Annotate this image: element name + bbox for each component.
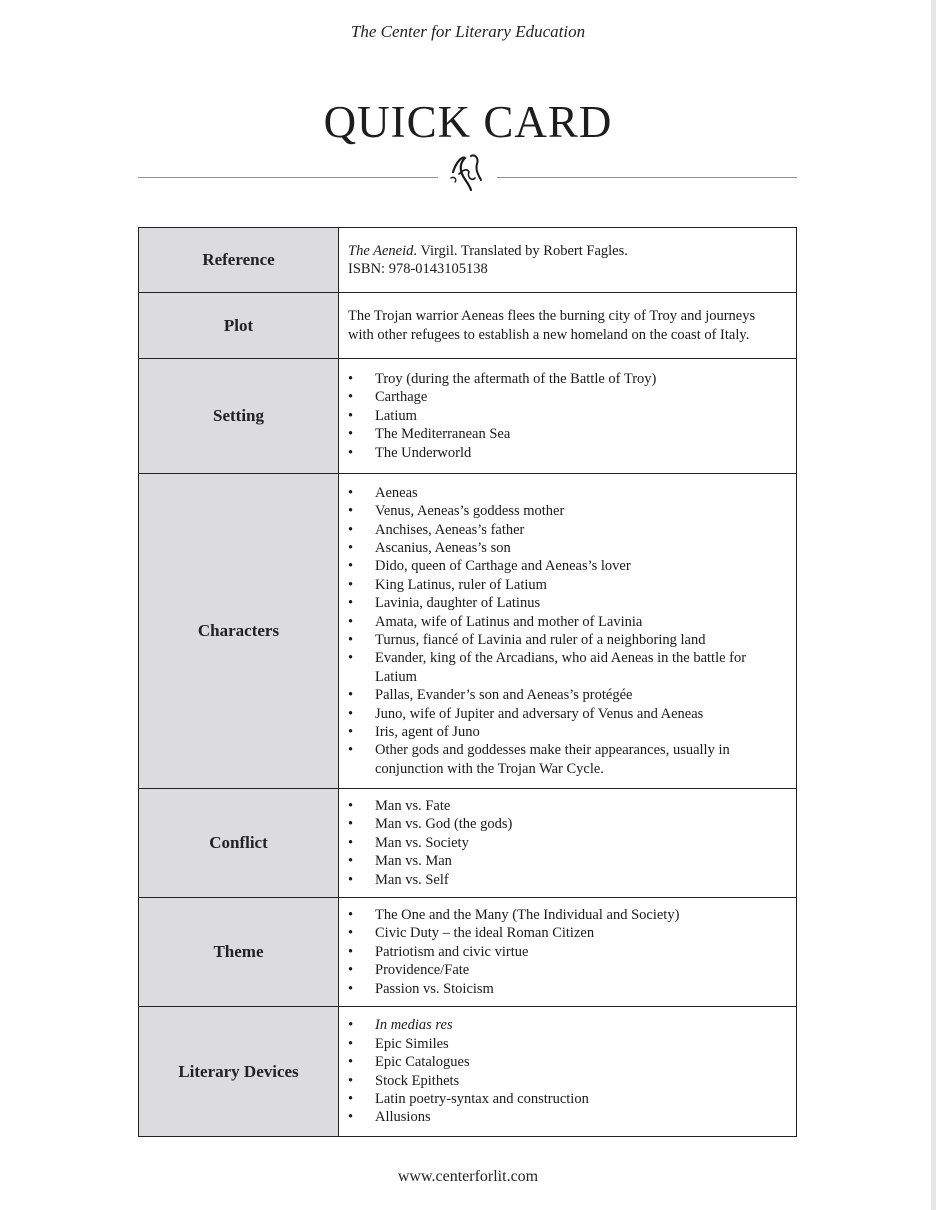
list-item: • Carthage bbox=[348, 388, 784, 406]
list-item: • Man vs. Self bbox=[348, 871, 784, 889]
list-item: • The Mediterranean Sea bbox=[348, 425, 784, 443]
list-item: • Epic Similes bbox=[348, 1035, 784, 1053]
label-theme: Theme bbox=[139, 898, 339, 1007]
list-item: • Pallas, Evander’s son and Aeneas’s protégée bbox=[348, 686, 784, 704]
quick-card-table bbox=[138, 227, 797, 1137]
list-item: • Latium bbox=[348, 407, 784, 425]
book-author-translator: . Virgil. Translated by Robert Fagles. bbox=[413, 242, 628, 259]
list-item: • Troy (during the aftermath of the Battle of Troy) bbox=[348, 370, 784, 388]
content-characters bbox=[339, 474, 797, 789]
list-item: • Dido, queen of Carthage and Aeneas’s lover bbox=[348, 557, 784, 575]
organization-name: The Center for Literary Education bbox=[350, 22, 586, 41]
divider-left bbox=[138, 177, 438, 178]
label-setting: Setting bbox=[139, 359, 339, 474]
list-item: • Civic Duty – the ideal Roman Citizen bbox=[348, 924, 784, 942]
list-item: • Man vs. Society bbox=[348, 834, 784, 852]
divider-right bbox=[497, 177, 797, 178]
list-item: • Allusions bbox=[348, 1108, 784, 1126]
list-item: • The One and the Many (The Individual and Society) bbox=[348, 906, 784, 924]
page-edge-shadow bbox=[931, 0, 936, 1210]
list-item: • Passion vs. Stoicism bbox=[348, 980, 784, 998]
label-plot: Plot bbox=[139, 293, 339, 359]
list-item: • Venus, Aeneas’s goddess mother bbox=[348, 502, 784, 520]
content-theme bbox=[339, 898, 797, 1007]
content-literary-devices bbox=[339, 1007, 797, 1137]
book-isbn: ISBN: 978-0143105138 bbox=[348, 261, 488, 277]
footer-url: www.centerforlit.com bbox=[397, 1168, 539, 1185]
emblem-ornament-icon bbox=[445, 150, 489, 194]
list-item: • Other gods and goddesses make their appearances, usually in conjunction with the Trojan War Cycle. bbox=[348, 741, 784, 778]
content-setting bbox=[339, 359, 797, 474]
list-item: • Juno, wife of Jupiter and adversary of Venus and Aeneas bbox=[348, 705, 784, 723]
row-characters bbox=[139, 474, 797, 789]
list-item: • Man vs. God (the gods) bbox=[348, 815, 784, 833]
row-plot bbox=[139, 293, 797, 359]
list-item: • Man vs. Man bbox=[348, 852, 784, 870]
list-item: • Lavinia, daughter of Latinus bbox=[348, 594, 784, 612]
list-item: • Latin poetry-syntax and construction bbox=[348, 1090, 784, 1108]
row-conflict bbox=[139, 789, 797, 898]
page-title: QUICK CARD bbox=[323, 97, 613, 147]
content-conflict bbox=[339, 789, 797, 898]
row-reference bbox=[139, 228, 797, 293]
label-characters: Characters bbox=[139, 474, 339, 789]
setting-list bbox=[348, 362, 784, 470]
list-item: • King Latinus, ruler of Latium bbox=[348, 576, 784, 594]
list-item: • Ascanius, Aeneas’s son bbox=[348, 539, 784, 557]
characters-list bbox=[348, 476, 784, 787]
row-theme bbox=[139, 898, 797, 1007]
list-item: • Patriotism and civic virtue bbox=[348, 943, 784, 961]
list-item: • Providence/Fate bbox=[348, 961, 784, 979]
theme-list bbox=[348, 898, 784, 1006]
label-reference: Reference bbox=[139, 228, 339, 293]
list-item: • Anchises, Aeneas’s father bbox=[348, 521, 784, 539]
label-conflict: Conflict bbox=[139, 789, 339, 898]
list-item: • Epic Catalogues bbox=[348, 1053, 784, 1071]
conflict-list bbox=[348, 789, 784, 897]
content-plot bbox=[339, 293, 797, 359]
content-reference bbox=[339, 228, 797, 293]
list-item: • Amata, wife of Latinus and mother of Lavinia bbox=[348, 613, 784, 631]
list-item: • Aeneas bbox=[348, 484, 784, 502]
list-item: • In medias res bbox=[348, 1016, 784, 1034]
plot-text: The Trojan warrior Aeneas flees the burning city of Troy and journeys with other refugees to establish a new homeland on the coast of Italy. bbox=[348, 308, 756, 343]
row-literary-devices bbox=[139, 1007, 797, 1137]
list-item: • Man vs. Fate bbox=[348, 797, 784, 815]
label-literary-devices: Literary Devices bbox=[139, 1007, 339, 1137]
book-title: The Aeneid bbox=[348, 242, 414, 259]
list-item: • The Underworld bbox=[348, 444, 784, 462]
row-setting bbox=[139, 359, 797, 474]
list-item: • Stock Epithets bbox=[348, 1072, 784, 1090]
list-item: • Evander, king of the Arcadians, who aid Aeneas in the battle for Latium bbox=[348, 649, 784, 686]
list-item: • Iris, agent of Juno bbox=[348, 723, 784, 741]
literary-devices-list bbox=[348, 1008, 784, 1134]
list-item: • Turnus, fiancé of Lavinia and ruler of a neighboring land bbox=[348, 631, 784, 649]
